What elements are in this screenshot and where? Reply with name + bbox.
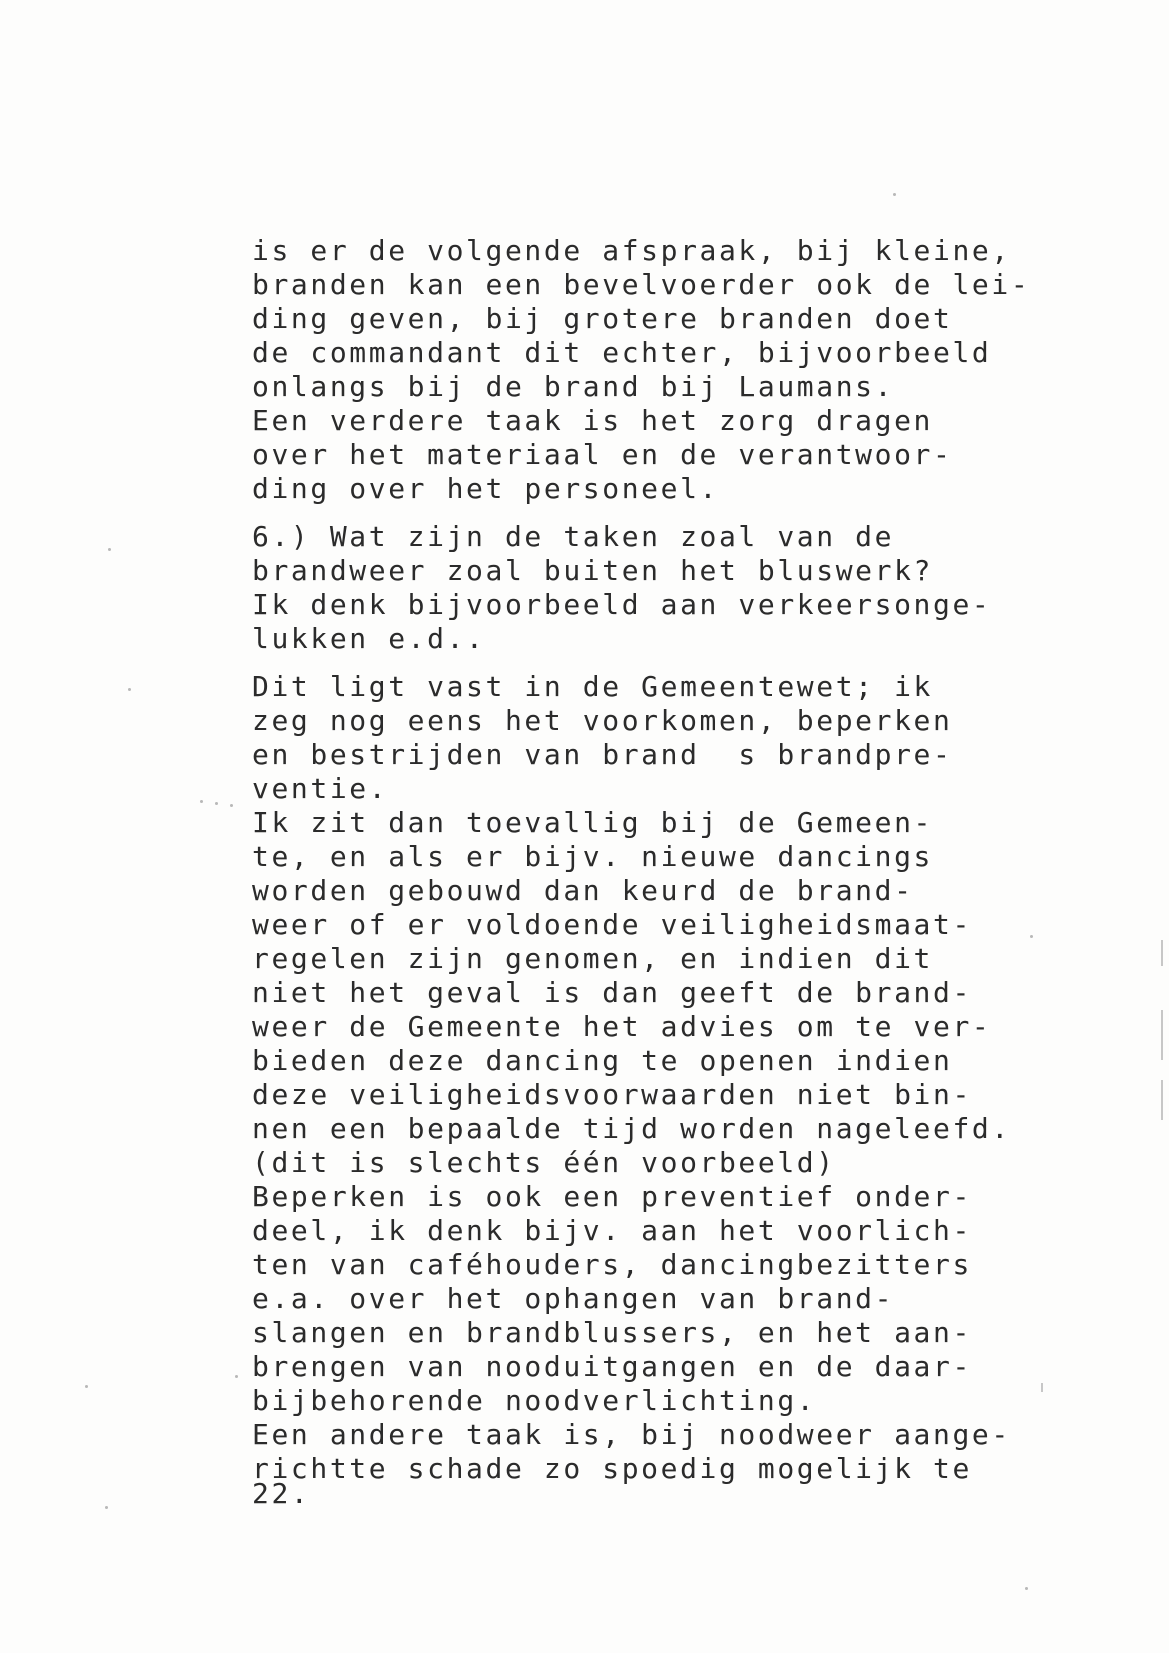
text-line: nen een bepaalde tijd worden nageleefd. (252, 1112, 1011, 1145)
text-line: is er de volgende afspraak, bij kleine, (252, 234, 1011, 267)
text-line: Een verdere taak is het zorg dragen (252, 404, 934, 437)
text-line: te, en als er bijv. nieuwe dancings (252, 840, 934, 873)
text-line: regelen zijn genomen, en indien dit (252, 942, 934, 975)
scan-speck (108, 548, 111, 551)
scan-speck (215, 802, 218, 805)
text-line: niet het geval is dan geeft de brand- (252, 976, 972, 1009)
question-6 (252, 520, 1112, 656)
scan-speck (85, 1385, 88, 1388)
text-line: ventie. (252, 772, 389, 805)
text-line: 6.) Wat zijn de taken zoal van de (252, 520, 895, 553)
scan-speck (235, 1375, 238, 1378)
scan-speck (128, 688, 131, 691)
text-line: de commandant dit echter, bijvoorbeeld (252, 336, 992, 369)
text-line: Ik zit dan toevallig bij de Gemeen- (252, 806, 934, 839)
scan-mark (1161, 940, 1163, 966)
text-line: bijbehorende noodverlichting. (252, 1384, 817, 1417)
text-line: slangen en brandblussers, en het aan- (252, 1316, 972, 1349)
text-line: richtte schade zo spoedig mogelijk te (252, 1452, 972, 1485)
scan-speck (230, 804, 233, 807)
text-line: Dit ligt vast in de Gemeentewet; ik (252, 670, 934, 703)
text-line: brandweer zoal buiten het bluswerk? (252, 554, 934, 587)
text-line: deel, ik denk bijv. aan het voorlich- (252, 1214, 972, 1247)
page-number: 22. (252, 1477, 311, 1510)
scan-mark (1161, 1010, 1163, 1060)
text-line: deze veiligheidsvoorwaarden niet bin- (252, 1078, 972, 1111)
text-line: onlangs bij de brand bij Laumans. (252, 370, 895, 403)
scan-speck (893, 193, 896, 196)
text-line: ding over het personeel. (252, 472, 719, 505)
text-line: bieden deze dancing te openen indien (252, 1044, 953, 1077)
text-line: brengen van nooduitgangen en de daar- (252, 1350, 972, 1383)
text-line: en bestrijden van brand s brandpre- (252, 738, 953, 771)
scan-speck (1025, 1587, 1028, 1590)
paragraph-leadership (252, 234, 1112, 506)
text-line: zeg nog eens het voorkomen, beperken (252, 704, 953, 737)
typed-text-block (252, 234, 1112, 1508)
text-line: weer de Gemeente het advies om te ver- (252, 1010, 992, 1043)
answer-6 (252, 670, 1112, 1486)
text-line: over het materiaal en de verantwoor- (252, 438, 953, 471)
text-line: e.a. over het ophangen van brand- (252, 1282, 895, 1315)
text-line: lukken e.d.. (252, 622, 486, 655)
text-line: worden gebouwd dan keurd de brand- (252, 874, 914, 907)
text-line: (dit is slechts één voorbeeld) (252, 1146, 836, 1179)
text-line: ten van caféhouders, dancingbezitters (252, 1248, 972, 1281)
text-line: Een andere taak is, bij noodweer aange- (252, 1418, 1011, 1451)
scan-mark (1161, 1080, 1163, 1120)
text-line: Ik denk bijvoorbeeld aan verkeersonge- (252, 588, 992, 621)
text-line: Beperken is ook een preventief onder- (252, 1180, 972, 1213)
text-line: weer of er voldoende veiligheidsmaat- (252, 908, 972, 941)
text-line: branden kan een bevelvoerder ook de lei- (252, 268, 1031, 301)
scan-speck (105, 1506, 108, 1509)
text-line: ding geven, bij grotere branden doet (252, 302, 953, 335)
scan-speck (200, 800, 203, 803)
